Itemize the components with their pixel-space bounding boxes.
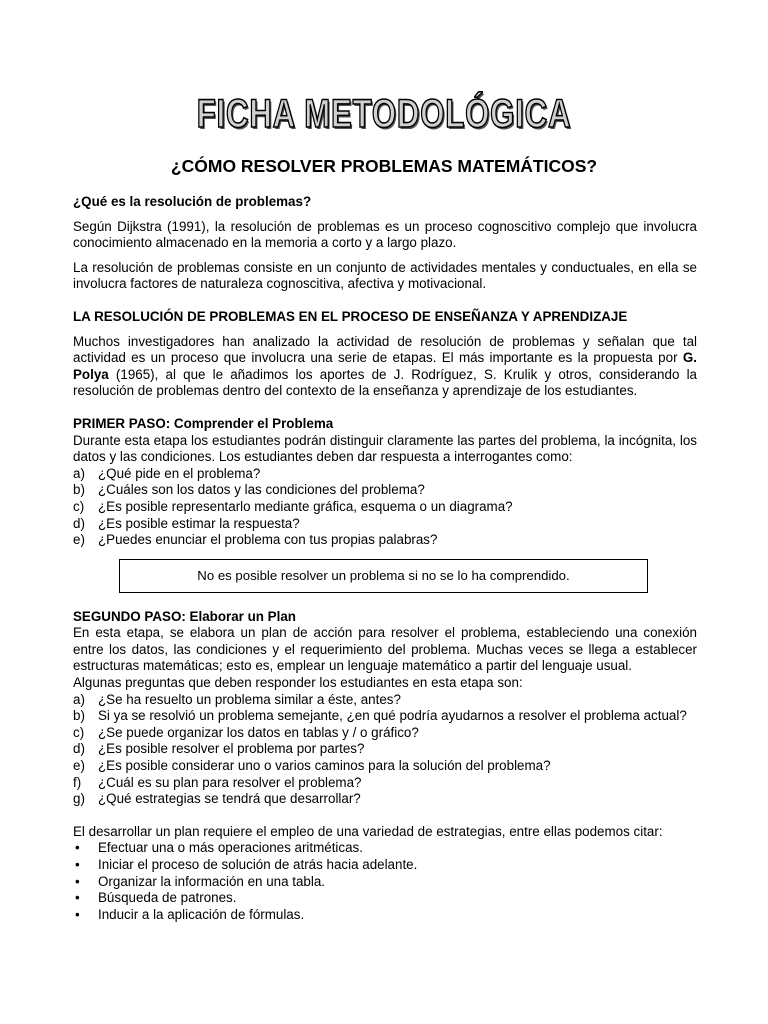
bullet-icon: •	[75, 857, 80, 872]
list-item	[73, 758, 697, 775]
list-item	[73, 857, 697, 874]
page-title: ¿CÓMO RESOLVER PROBLEMAS MATEMÁTICOS?	[170, 156, 598, 176]
list-item-text: ¿Es posible considerar uno o varios caminos para la solución del problema?	[98, 758, 551, 774]
list-item-text: ¿Es posible representarlo mediante gráfica, esquema o un diagrama?	[98, 498, 513, 514]
list-item-text: ¿Se puede organizar los datos en tablas y / o gráfico?	[98, 724, 419, 740]
list-item	[73, 907, 697, 924]
list-item	[73, 840, 697, 857]
step1-heading: PRIMER PASO: Comprender el Problema	[73, 415, 334, 431]
list-item	[73, 708, 697, 725]
list-marker: d)	[73, 741, 85, 757]
list-item	[73, 692, 697, 709]
list-marker: b)	[73, 482, 85, 498]
bullet-icon: •	[75, 840, 80, 856]
list-item-text: ¿Qué estrategias se tendrá que desarrollar?	[98, 791, 361, 807]
list-item	[73, 775, 697, 792]
bullet-icon: •	[75, 890, 80, 906]
list-marker: b)	[73, 708, 85, 724]
list-marker: d)	[73, 515, 85, 531]
section-text-before: Muchos investigadores han analizado la actividad de resolución de problemas y señalan que tal actividad es un proceso que involucra una serie de etapas. El más importante es la propuesta por	[73, 333, 697, 366]
bullet-icon: •	[75, 906, 80, 922]
strategies-paragraph: El desarrollar un plan requiere el empleo de una variedad de estrategias, entre ellas podemos citar:	[73, 823, 663, 839]
list-item-text: Si ya se resolvió un problema semejante, ¿en qué podría ayudarnos a resolver el problema actual?	[98, 708, 687, 724]
list-marker: e)	[73, 532, 85, 548]
intro-paragraph-1: Según Dijkstra (1991), la resolución de problemas es un proceso cognoscitivo complejo que involucra conocimiento almacenado en la memoria a corto y a largo plazo.	[73, 218, 697, 251]
list-item-text: Iniciar el proceso de solución de atrás hacia adelante.	[98, 857, 418, 872]
list-item	[73, 499, 697, 516]
list-marker: c)	[73, 724, 85, 740]
list-marker: f)	[73, 774, 82, 790]
section-paragraph	[73, 334, 697, 400]
intro-paragraph-2: La resolución de problemas consiste en un conjunto de actividades mentales y conductuales, en ella se involucra factores de naturaleza cognoscitiva, afectiva y motivacional.	[73, 259, 697, 292]
list-item	[73, 466, 697, 483]
list-marker: c)	[73, 498, 85, 514]
list-item-text: ¿Se ha resuelto un problema similar a éste, antes?	[98, 691, 401, 707]
list-item	[73, 741, 697, 758]
list-marker: e)	[73, 758, 85, 774]
bullet-icon: •	[75, 873, 80, 889]
list-marker: a)	[73, 691, 85, 707]
note-box: No es posible resolver un problema si no se lo ha comprendido.	[119, 559, 648, 593]
list-item-text: ¿Puedes enunciar el problema con tus propias palabras?	[98, 532, 438, 548]
step1-question-list	[73, 466, 697, 549]
list-item-text: ¿Qué pide en el problema?	[98, 465, 261, 481]
list-item	[73, 874, 697, 891]
list-item-text: Inducir a la aplicación de fórmulas.	[98, 906, 305, 922]
list-item-text: ¿Es posible estimar la respuesta?	[98, 515, 300, 531]
list-item	[73, 890, 697, 907]
document-body	[73, 194, 697, 923]
list-item-text: ¿Cuál es su plan para resolver el problema?	[98, 774, 362, 790]
section-text-after: (1965), al que le añadimos los aportes de J. Rodríguez, S. Krulik y otros, considerando la resolución de problemas dentro del contexto de la enseñanza y aprendizaje de los estudiantes.	[73, 366, 697, 399]
list-item	[73, 725, 697, 742]
list-item-text: ¿Es posible resolver el problema por partes?	[98, 741, 365, 757]
list-item-text: ¿Cuáles son los datos y las condiciones del problema?	[98, 482, 425, 498]
step2-lead: Algunas preguntas que deben responder los estudiantes en esta etapa son:	[73, 675, 523, 691]
step2-heading: SEGUNDO PASO: Elaborar un Plan	[73, 608, 296, 624]
step2-question-list	[73, 692, 697, 808]
list-item	[73, 482, 697, 499]
banner-title: FICHA METODOLÓGICA	[196, 92, 572, 136]
intro-heading: ¿Qué es la resolución de problemas?	[73, 194, 312, 209]
strategies-list	[73, 840, 697, 923]
list-item	[73, 516, 697, 533]
list-item-text: Búsqueda de patrones.	[98, 890, 237, 906]
list-item-text: Efectuar una o más operaciones aritméticas.	[98, 840, 363, 856]
list-marker: g)	[73, 791, 85, 807]
list-marker: a)	[73, 465, 85, 481]
list-item	[73, 791, 697, 808]
list-item-text: Organizar la información en una tabla.	[98, 873, 326, 889]
step2-paragraph: En esta etapa, se elabora un plan de acción para resolver el problema, estableciendo una conexión entre los datos, las condiciones y el requerimiento del problema. Muchas veces se llega a establecer estructuras matemáticas; esto es, emplear un lenguaje matemático a partir del lenguaje usual.	[73, 625, 697, 674]
section-heading: LA RESOLUCIÓN DE PROBLEMAS EN EL PROCESO DE ENSEÑANZA Y APRENDIZAJE	[73, 308, 628, 324]
author-name: G. Polya	[73, 350, 697, 382]
list-item	[73, 532, 697, 549]
step1-paragraph: Durante esta etapa los estudiantes podrán distinguir claramente las partes del problema, la incógnita, los datos y las condiciones. Los estudiantes deben dar respuesta a interrogantes como:	[73, 432, 697, 465]
